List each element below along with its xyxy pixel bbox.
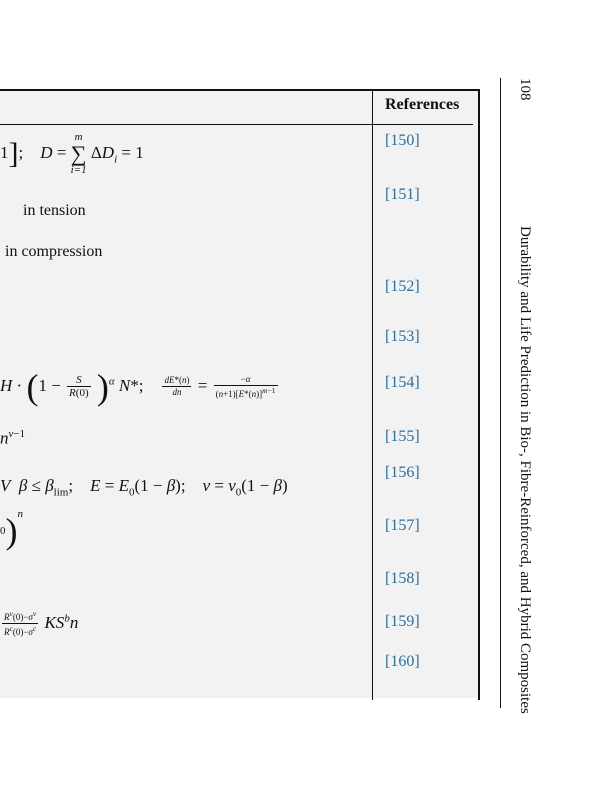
equation-157: 0)$^n$ (0, 508, 23, 552)
reference-160[interactable]: [160] (385, 653, 420, 670)
compression-text: in compression (5, 243, 103, 260)
reference-158[interactable]: [158] (385, 570, 420, 587)
table-top-rule (0, 89, 480, 91)
reference-154[interactable]: [154] (385, 374, 420, 391)
reference-153[interactable]: [153] (385, 328, 420, 345)
references-column-divider (372, 90, 373, 700)
reference-150[interactable]: [150] (385, 132, 420, 149)
running-head-title: Durability and Life Prediction in Bio-, Fibre-Reinforced, and Hybrid Composites (517, 226, 533, 714)
reference-157[interactable]: [157] (385, 517, 420, 534)
table-header-rule (0, 124, 473, 125)
equation-155: $n^{v-1}$ (0, 428, 26, 448)
tension-text: in tension (23, 202, 86, 219)
table-right-border (478, 89, 480, 700)
equation-154: H · (1 − $\frac{S}{R(0)}$ )$^\alpha$ N*; $\frac{dE*(n)}{dn}$ = $\frac{-\alpha}{(n+1)[E*(n)]^{m-1}}$ (0, 367, 276, 407)
reference-159[interactable]: [159] (385, 613, 420, 630)
equation-156: V $\beta \le \beta_{lim}$; $E = E_0(1 - \beta)$; $v = v_0(1 - \beta)$ (0, 476, 288, 499)
references-column-header: References (385, 96, 460, 113)
equation-150: 1]; D = m ∑ i=1 $\Delta D_i = 1$ (0, 131, 144, 176)
equation-159: $\frac{R^v(0)-\sigma^v}{R^c(0)-\sigma^c}$ $KS^bn$ (4, 609, 79, 637)
reference-155[interactable]: [155] (385, 428, 420, 445)
reference-156[interactable]: [156] (385, 464, 420, 481)
page-number: 108 (517, 78, 533, 101)
running-head-rule (500, 78, 501, 708)
reference-152[interactable]: [152] (385, 278, 420, 295)
reference-151[interactable]: [151] (385, 186, 420, 203)
